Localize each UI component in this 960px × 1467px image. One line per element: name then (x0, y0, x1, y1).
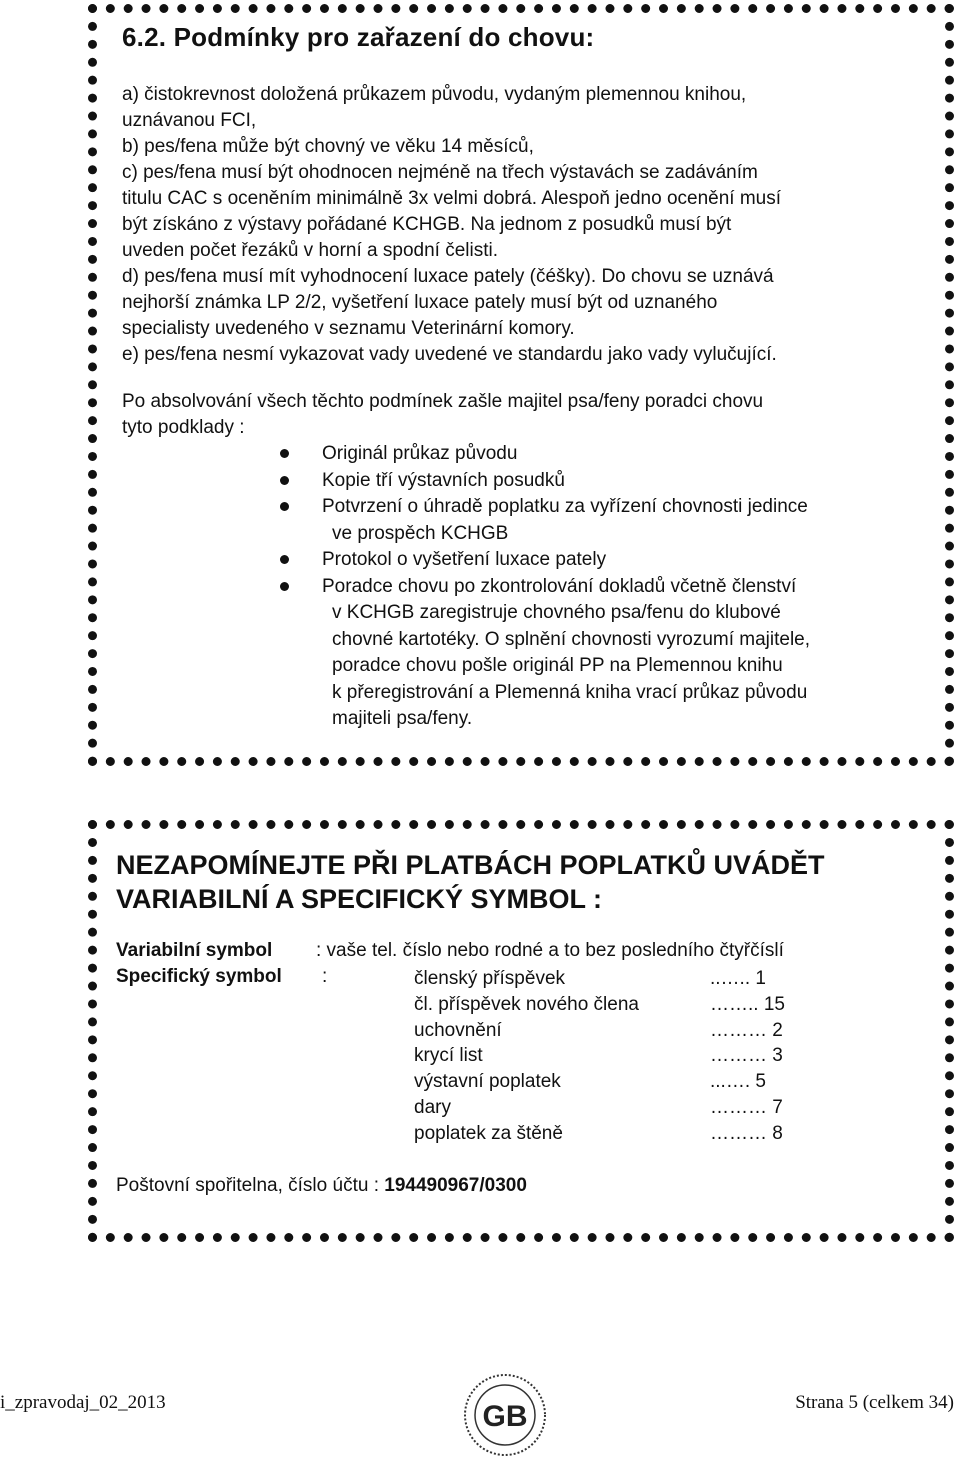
condition-line: uznávanou FCI, (122, 110, 257, 131)
document-item (280, 494, 920, 547)
condition-line: e) pes/fena nesmí vykazovat vady uvedené ve standardu jako vady vylučující. (122, 344, 777, 365)
specific-symbol-colon: : (322, 966, 328, 987)
condition-line: uveden počet řezáků v horní a spodní čelisti. (122, 240, 499, 261)
fee-row (414, 1043, 814, 1069)
bullet-icon (280, 582, 289, 591)
section-title: 6.2. Podmínky pro zařazení do chovu: (122, 22, 595, 52)
bullet-icon (280, 476, 289, 485)
fee-name: dary (414, 1096, 451, 1118)
payment-notice-line2: VARIABILNÍ A SPECIFICKÝ SYMBOL : (116, 884, 603, 914)
fee-name: krycí list (414, 1045, 483, 1067)
bullet-icon (280, 502, 289, 511)
fee-name: členský příspěvek (414, 968, 566, 989)
fee-code: ...…. 5 (710, 1071, 766, 1093)
document-item-continuation: poradce chovu pošle originál PP na Plemennou knihu (332, 655, 783, 676)
intro-line: tyto podklady : (122, 417, 245, 438)
condition-line: d) pes/fena musí mít vyhodnocení luxace pately (čéšky). Do chovu se uznává (122, 266, 774, 287)
document-item-text: Potvrzení o úhradě poplatku za vyřízení chovnosti jedince (322, 496, 808, 517)
document-item (280, 574, 920, 733)
fee-code: ……… 2 (710, 1019, 783, 1041)
document-item (280, 468, 920, 495)
club-logo (462, 1372, 548, 1458)
fee-row (414, 1018, 814, 1044)
condition-line: nejhorší známka LP 2/2, vyšetření luxace pately musí být od uznaného (122, 292, 718, 313)
bullet-icon (280, 449, 289, 458)
fee-code: ……… 8 (710, 1122, 783, 1144)
fee-name: poplatek za štěně (414, 1122, 563, 1144)
bank-label: Poštovní spořitelna, číslo účtu : (116, 1175, 379, 1196)
footer-page-number: Strana 5 (celkem 34) (795, 1392, 954, 1413)
payment-notice-title (116, 848, 825, 916)
document-item-continuation: chovné kartotéky. O splnění chovnosti vyrozumí majitele, (332, 628, 811, 650)
fee-row (414, 1095, 814, 1121)
condition-line: titulu CAC s oceněním minimálně 3x velmi dobrá. Alespoň jedno ocenění musí (122, 188, 782, 209)
condition-line: b) pes/fena může být chovný ve věku 14 měsíců, (122, 136, 534, 157)
variable-symbol-label: Variabilní symbol (116, 940, 273, 961)
footer-issue: i_zpravodaj_02_2013 (0, 1392, 166, 1413)
document-item-text: Poradce chovu po zkontrolování dokladů včetně členství (322, 575, 797, 597)
fee-code: ……… 7 (710, 1096, 783, 1118)
bank-account-line (116, 1175, 527, 1197)
fee-table (414, 966, 814, 1147)
fee-name: čl. příspěvek nového člena (414, 993, 639, 1015)
fee-code: …….. 15 (710, 993, 785, 1015)
document-item-text: Protokol o vyšetření luxace pately (322, 549, 607, 570)
document-item-continuation: v KCHGB zaregistruje chovného psa/fenu do klubové (332, 602, 781, 623)
condition-line: být získáno z výstavy pořádané KCHGB. Na jednom z posudků musí být (122, 214, 732, 235)
document-item (280, 441, 920, 468)
document-item-text: Originál průkaz původu (322, 443, 518, 464)
fee-code: ..….. 1 (710, 968, 766, 989)
condition-line: specialisty uvedeného v seznamu Veterinární komory. (122, 318, 575, 339)
fee-row (414, 966, 814, 992)
fee-row (414, 1069, 814, 1095)
bank-account-number: 194490967/0300 (384, 1175, 527, 1196)
documents-list (280, 441, 920, 733)
document-item-continuation: k přeregistrování a Plemenná kniha vrací průkaz původu (332, 681, 808, 703)
bullet-icon (280, 555, 289, 564)
documents-intro (122, 389, 922, 441)
fee-row (414, 1121, 814, 1147)
document-item (280, 547, 920, 574)
condition-line: a) čistokrevnost doložená průkazem původu, vydaným plemennou knihou, (122, 84, 747, 105)
conditions-list (122, 82, 922, 368)
variable-symbol-row (116, 940, 784, 962)
document-item-continuation: majiteli psa/feny. (332, 708, 473, 729)
variable-symbol-text: : vaše tel. číslo nebo rodné a to bez posledního čtyřčíslí (316, 940, 784, 961)
fee-code: ……… 3 (710, 1045, 783, 1067)
fee-name: uchovnění (414, 1019, 502, 1041)
intro-line: Po absolvování všech těchto podmínek zašle majitel psa/feny poradci chovu (122, 391, 764, 412)
condition-line: c) pes/fena musí být ohodnocen nejméně na třech výstavách se zadáváním (122, 162, 758, 183)
specific-symbol-row (116, 966, 328, 988)
specific-symbol-label: Specifický symbol (116, 966, 282, 987)
document-item-continuation: ve prospěch KCHGB (332, 522, 509, 544)
fee-row (414, 992, 814, 1018)
club-logo-text: GB (482, 1400, 528, 1433)
payment-notice-line1: NEZAPOMÍNEJTE PŘI PLATBÁCH POPLATKŮ UVÁDĚT (116, 850, 825, 880)
document-item-text: Kopie tří výstavních posudků (322, 469, 565, 491)
fee-name: výstavní poplatek (414, 1071, 561, 1093)
